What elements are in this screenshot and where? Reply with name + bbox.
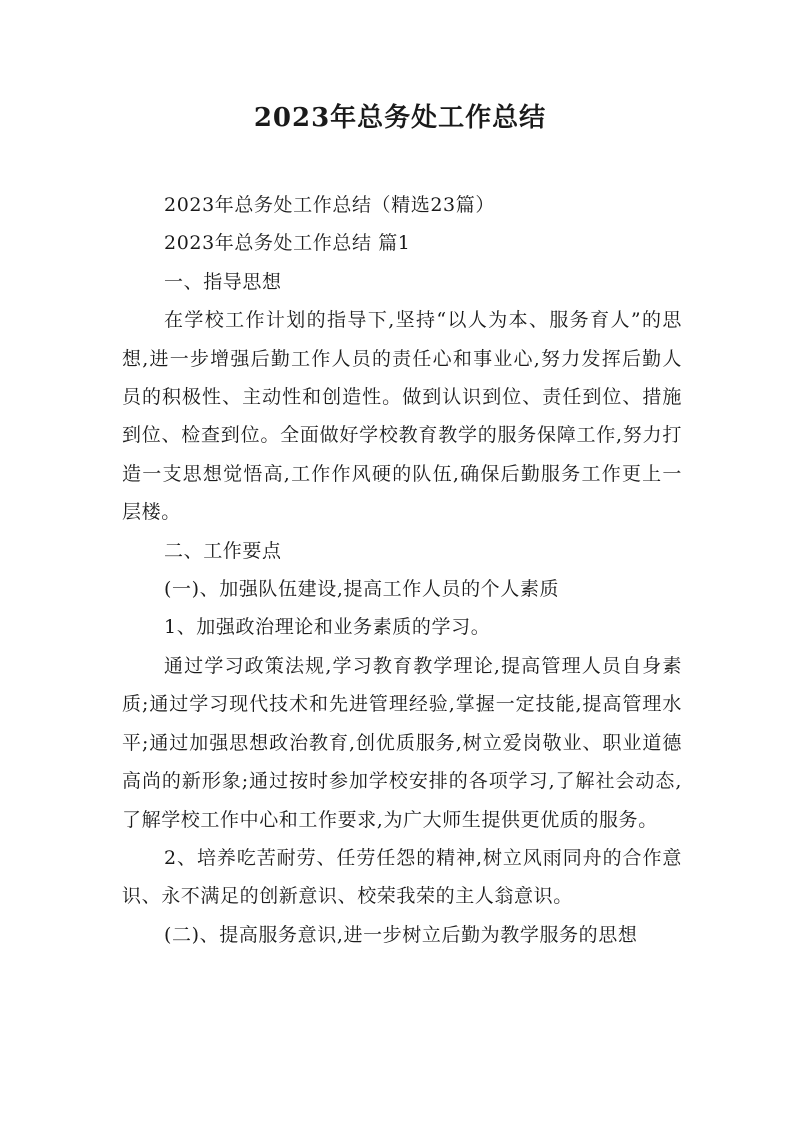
heading-work-points: 二、工作要点	[164, 539, 282, 562]
heading-guiding-thought: 一、指导思想	[164, 270, 282, 293]
list-item: 1、加强政治理论和业务素质的学习。	[164, 616, 491, 639]
section-heading: 2023年总务处工作总结 篇1	[164, 232, 411, 255]
document-body	[122, 186, 682, 954]
subheading-team-building: (一)、加强队伍建设,提高工作人员的个人素质	[164, 578, 560, 601]
subtitle-paragraph: 2023年总务处工作总结（精选23篇）	[164, 194, 495, 216]
paragraph: 通过学习政策法规,学习教育教学理论,提高管理人员自身素质;通过学习现代技术和先进管理经验,掌握一定技能,提高管理水平;通过加强思想政治教育,创优质服务,树立爱岗敬业、职业道德高尚的新形象;通过按时参加学校安排的各项学习,了解社会动态,了解学校工作中心和工作要求,为广大师生提供更优质的服务。	[122, 654, 682, 831]
paragraph: 在学校工作计划的指导下,坚持“以人为本、服务育人”的思想,进一步增强后勤工作人员的责任心和事业心,努力发挥后勤人员的积极性、主动性和创造性。做到认识到位、责任到位、措施到位、检查到位。全面做好学校教育教学的服务保障工作,努力打造一支思想觉悟高,工作作风硬的队伍,确保后勤服务工作更上一层楼。	[122, 309, 682, 524]
document-title: 2023年总务处工作总结	[253, 103, 547, 133]
subheading-service-awareness: (二)、提高服务意识,进一步树立后勤为教学服务的思想	[164, 923, 638, 946]
list-item: 2、培养吃苦耐劳、任劳任怨的精神,树立风雨同舟的合作意识、永不满足的创新意识、校荣我荣的主人翁意识。	[122, 846, 682, 908]
